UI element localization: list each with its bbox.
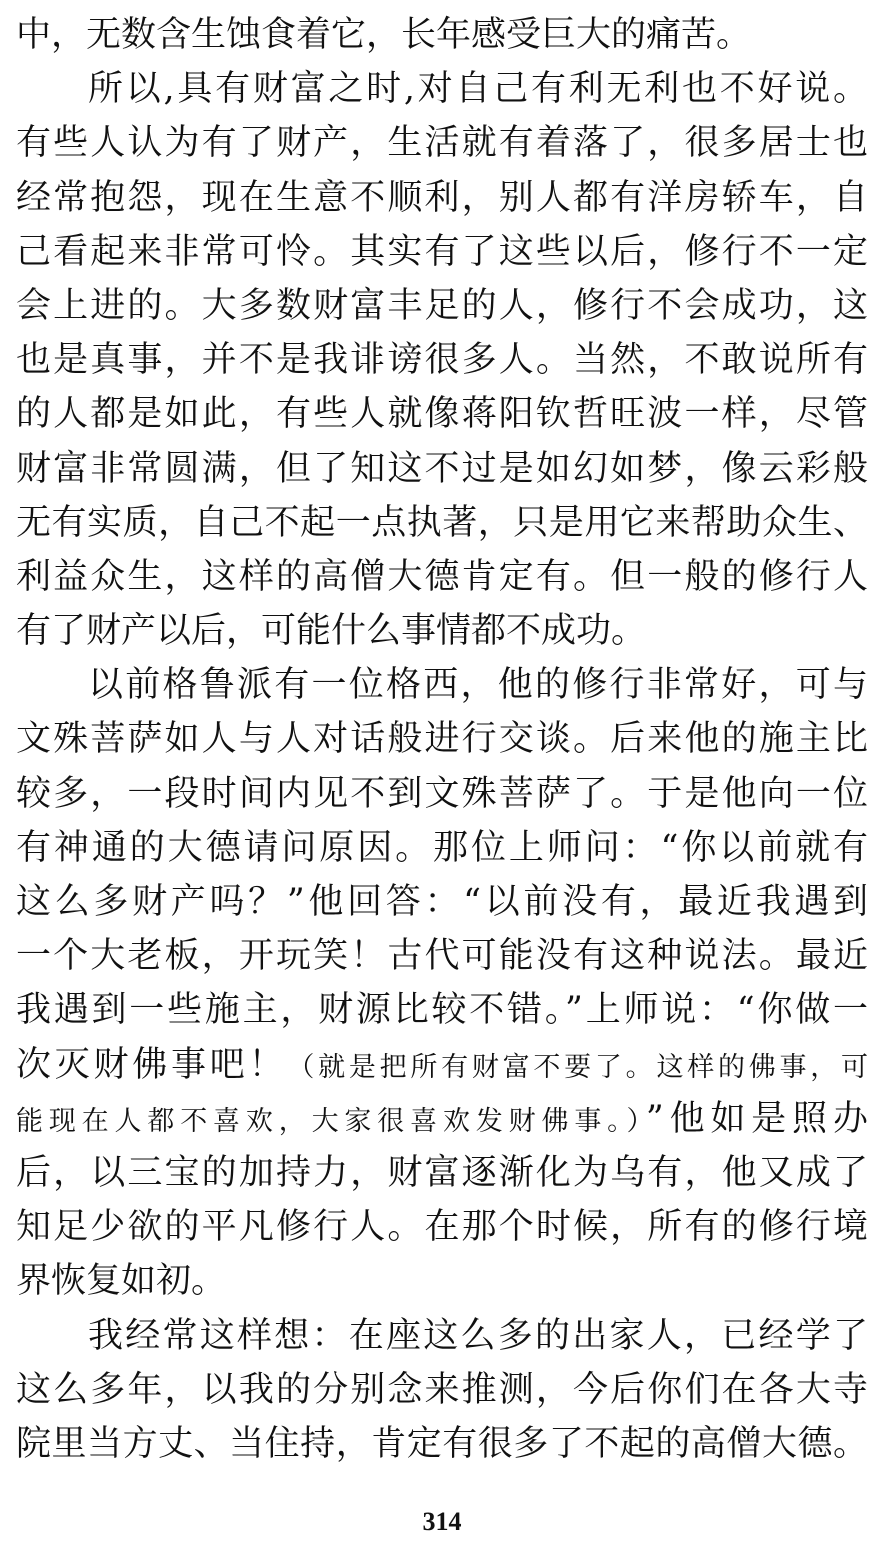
text-line: 较多，一段时间内见不到文殊菩萨了。于是他向一位: [16, 773, 868, 814]
paragraph-first-line: 我经常这样想：在座这么多的出家人，已经学了: [88, 1315, 868, 1356]
paragraph-first-line: 以前格鲁派有一位格西，他的修行非常好，可与: [88, 665, 868, 706]
text-line: 中，无数含生蚀食着它，长年感受巨大的痛苦。: [16, 15, 752, 55]
text-span: ”他如是照办: [645, 1098, 868, 1139]
text-line: 后，以三宝的加持力，财富逐渐化为乌有，他又成了: [16, 1152, 868, 1193]
body-text: [16, 8, 868, 1471]
text-line: 会上进的。大多数财富丰足的人，修行不会成功，这: [16, 285, 868, 326]
text-line: [16, 1092, 868, 1146]
text-line: 经常抱怨，现在生意不顺利，别人都有洋房轿车，自: [16, 177, 868, 218]
text-line: 一个大老板，开玩笑！古代可能没有这种说法。最近: [16, 936, 868, 977]
text-line: 界恢复如初。: [16, 1261, 227, 1302]
text-line: 也是真事，并不是我诽谤很多人。当然，不敢说所有: [16, 340, 868, 381]
text-line: 的人都是如此，有些人就像蒋阳钦哲旺波一样，尽管: [16, 394, 868, 435]
page-number: 314: [422, 1507, 462, 1536]
text-line: 这么多年，以我的分别念来推测，今后你们在各大寺: [16, 1369, 868, 1410]
text-line: 我遇到一些施主，财源比较不错。”上师说：“你做一: [16, 990, 868, 1031]
text-line: 利益众生，这样的高僧大德肯定有。但一般的修行人: [16, 556, 868, 597]
text-line: 财富非常圆满，但了知这不过是如幻如梦，像云彩般: [16, 448, 868, 489]
text-line: 有神通的大德请问原因。那位上师问：“你以前就有: [16, 827, 868, 868]
text-line: 院里当方丈、当住持，肯定有很多了不起的高僧大德。: [16, 1423, 868, 1464]
text-line: 知足少欲的平凡修行人。在那个时候，所有的修行境: [16, 1207, 868, 1248]
parenthetical-note: 能现在人都不喜欢，大家很喜欢发财佛事。）: [16, 1105, 646, 1137]
text-line: 无有实质，自己不起一点执著，只是用它来帮助众生、: [16, 502, 868, 543]
text-line: 文殊菩萨如人与人对话般进行交谈。后来他的施主比: [16, 719, 868, 760]
text-line: 这么多财产吗？”他回答：“以前没有，最近我遇到: [16, 882, 868, 922]
text-line: 己看起来非常可怜。其实有了这些以后，修行不一定: [16, 231, 868, 272]
paragraph-first-line: 所以,具有财富之时,对自己有利无利也不好说。: [88, 69, 868, 110]
parenthetical-note: （就是把所有财富不要了。这样的佛事，可: [287, 1051, 868, 1083]
text-line: [16, 1038, 868, 1092]
text-line: 有些人认为有了财产，生活就有着落了，很多居士也: [16, 123, 868, 164]
text-span: 次灭财佛事吧！: [16, 1044, 288, 1085]
text-line: 有了财产以后，可能什么事情都不成功。: [16, 611, 647, 652]
